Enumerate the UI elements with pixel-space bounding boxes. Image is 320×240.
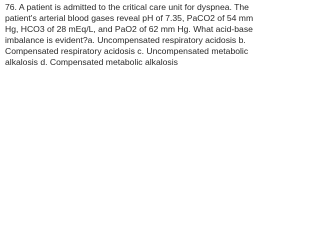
question-card [0, 0, 262, 79]
question-text: 76. A patient is admitted to the critical care unit for dyspnea. The patient's arterial blood gases reveal pH of 7.35, PaCO2 of 54 mm Hg, HCO3 of 28 mEq/L, and PaO2 of 62 mm Hg. What acid-base imbalance is evident?a. Uncompensated respiratory acidosis b. Compensated respiratory acidosis c. Uncompensated metabolic alkalosis d. Compensated metabolic alkalosis [5, 2, 254, 67]
